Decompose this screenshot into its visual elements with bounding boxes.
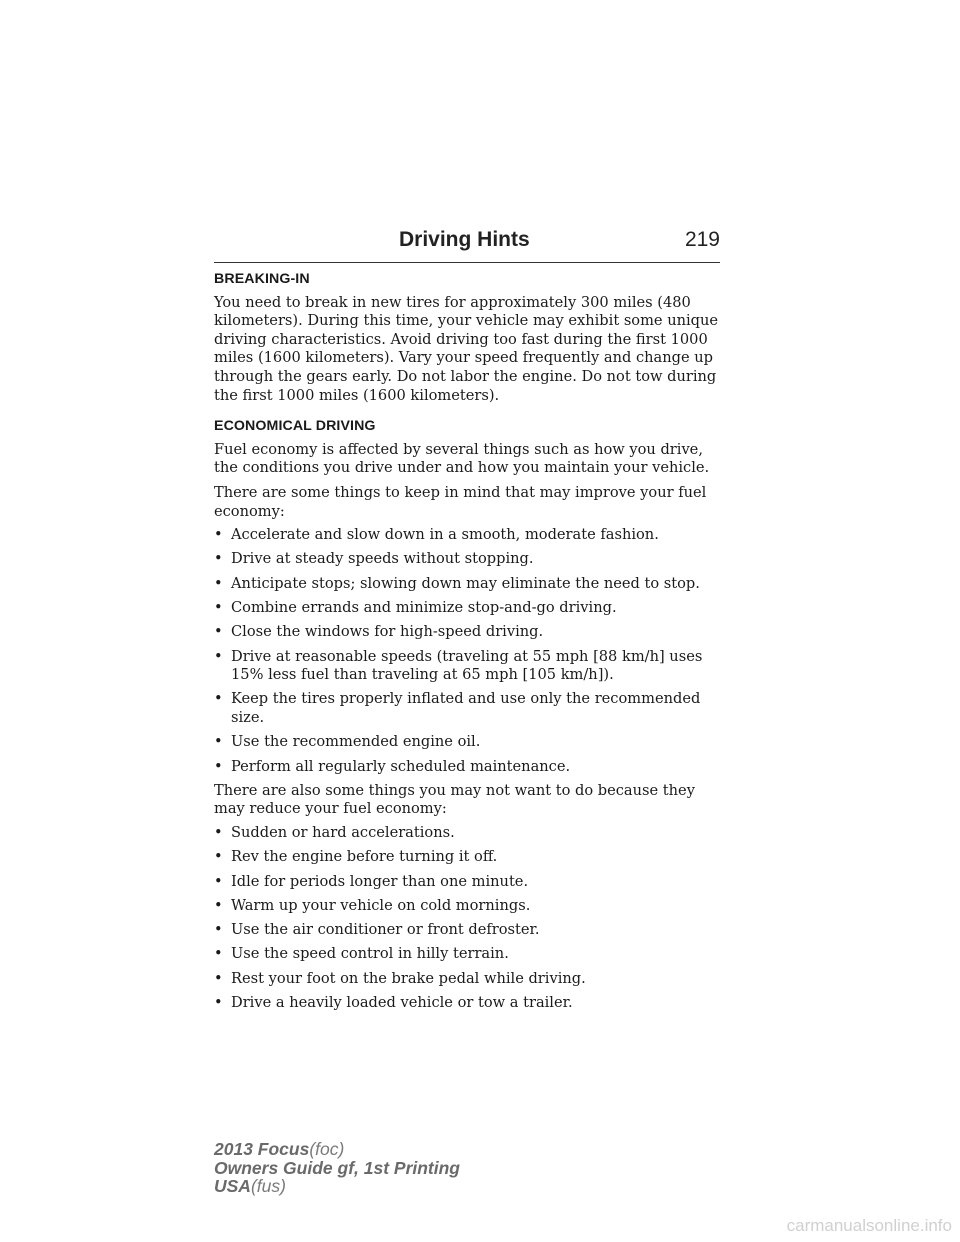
bullet-icon: • <box>214 623 223 641</box>
list-item-text: Drive at steady speeds without stopping. <box>231 550 534 568</box>
bullet-icon: • <box>214 690 223 708</box>
list-item-text: Drive at reasonable speeds (traveling at 55 mph [88 km/h] uses 15% less fuel than traveling at 65 mph [105 km/h]). <box>231 647 703 684</box>
list-item <box>214 623 724 642</box>
list-item <box>214 994 724 1013</box>
bullet-icon: • <box>214 848 223 866</box>
list-item-text: Sudden or hard accelerations. <box>231 824 455 842</box>
list-item-text: Rev the engine before turning it off. <box>231 848 498 866</box>
list-item <box>214 575 724 594</box>
list-item <box>214 690 724 727</box>
reduce-list <box>214 824 724 1013</box>
bullet-icon: • <box>214 574 223 592</box>
list-item <box>214 648 724 685</box>
footer-line-model <box>214 1140 460 1159</box>
page-content <box>214 270 724 1018</box>
list-item-text: Keep the tires properly inflated and use only the recommended size. <box>231 690 701 726</box>
list-item <box>214 824 724 843</box>
bullet-icon: • <box>214 994 223 1011</box>
list-item-text: Combine errands and minimize stop-and-go driving. <box>231 598 617 616</box>
list-item <box>214 758 724 777</box>
list-item <box>214 848 724 867</box>
chapter-title: Driving Hints <box>399 228 530 251</box>
footer-market-code: (fus) <box>250 1176 286 1196</box>
list-item <box>214 526 724 545</box>
footer-market: USA <box>214 1176 251 1196</box>
list-item-text: Rest your foot on the brake pedal while driving. <box>231 969 586 987</box>
footer-line-market <box>214 1177 460 1196</box>
print-footer <box>214 1140 460 1196</box>
bullet-icon: • <box>214 824 223 842</box>
bullet-icon: • <box>214 945 223 963</box>
list-item-text: Anticipate stops; slowing down may eliminate the need to stop. <box>231 574 700 592</box>
bullet-icon: • <box>214 598 223 616</box>
breaking-in-paragraph: You need to break in new tires for approximately 300 miles (480 kilometers). During this time, your vehicle may exhibit some unique driving characteristics. Avoid driving too fast during the first 1000 miles (1600 kilometers). Vary your speed frequently and change up through the gears early. Do not labor the engine. Do not tow during the first 1000 miles (1600 kilometers). <box>214 293 719 404</box>
bullet-icon: • <box>214 733 223 751</box>
bullet-icon: • <box>214 921 223 939</box>
list-item <box>214 897 724 916</box>
bullet-icon: • <box>214 757 223 775</box>
list-item-text: Use the air conditioner or front defroster. <box>231 921 540 939</box>
list-item-text: Idle for periods longer than one minute. <box>231 872 529 890</box>
section-heading-economical-driving: ECONOMICAL DRIVING <box>214 418 376 435</box>
list-item <box>214 873 724 892</box>
reduce-intro-paragraph: There are also some things you may not want to do because they may reduce your fuel economy: <box>214 781 695 818</box>
list-item-text: Use the recommended engine oil. <box>231 733 481 751</box>
list-item-text: Accelerate and slow down in a smooth, moderate fashion. <box>231 526 659 544</box>
watermark: carmanualsonline.info <box>786 1216 952 1235</box>
bullet-icon: • <box>214 896 223 914</box>
bullet-icon: • <box>214 872 223 890</box>
list-item <box>214 945 724 964</box>
section-heading-breaking-in: BREAKING-IN <box>214 271 310 287</box>
footer-model-code: (foc) <box>309 1139 345 1159</box>
bullet-icon: • <box>214 526 223 544</box>
improve-list <box>214 526 724 776</box>
footer-edition: Owners Guide gf, 1st Printing <box>214 1157 460 1178</box>
list-item <box>214 970 724 989</box>
list-item-text: Perform all regularly scheduled maintenance. <box>231 757 571 775</box>
economy-intro-paragraph: Fuel economy is affected by several things such as how you drive, the conditions you drive under and how you maintain your vehicle. <box>214 440 710 477</box>
bullet-icon: • <box>214 550 223 568</box>
footer-model: 2013 Focus <box>214 1139 310 1159</box>
list-item <box>214 599 724 618</box>
list-item <box>214 733 724 752</box>
list-item <box>214 550 724 569</box>
bullet-icon: • <box>214 647 223 665</box>
list-item-text: Drive a heavily loaded vehicle or tow a trailer. <box>231 994 573 1011</box>
list-item-text: Close the windows for high-speed driving. <box>231 623 544 641</box>
page-number: 219 <box>684 228 720 251</box>
improve-intro-paragraph: There are some things to keep in mind that may improve your fuel economy: <box>214 483 707 520</box>
list-item <box>214 921 724 940</box>
list-item-text: Use the speed control in hilly terrain. <box>231 945 509 963</box>
list-item-text: Warm up your vehicle on cold mornings. <box>231 896 531 914</box>
bullet-icon: • <box>214 969 223 987</box>
running-header <box>214 226 720 263</box>
